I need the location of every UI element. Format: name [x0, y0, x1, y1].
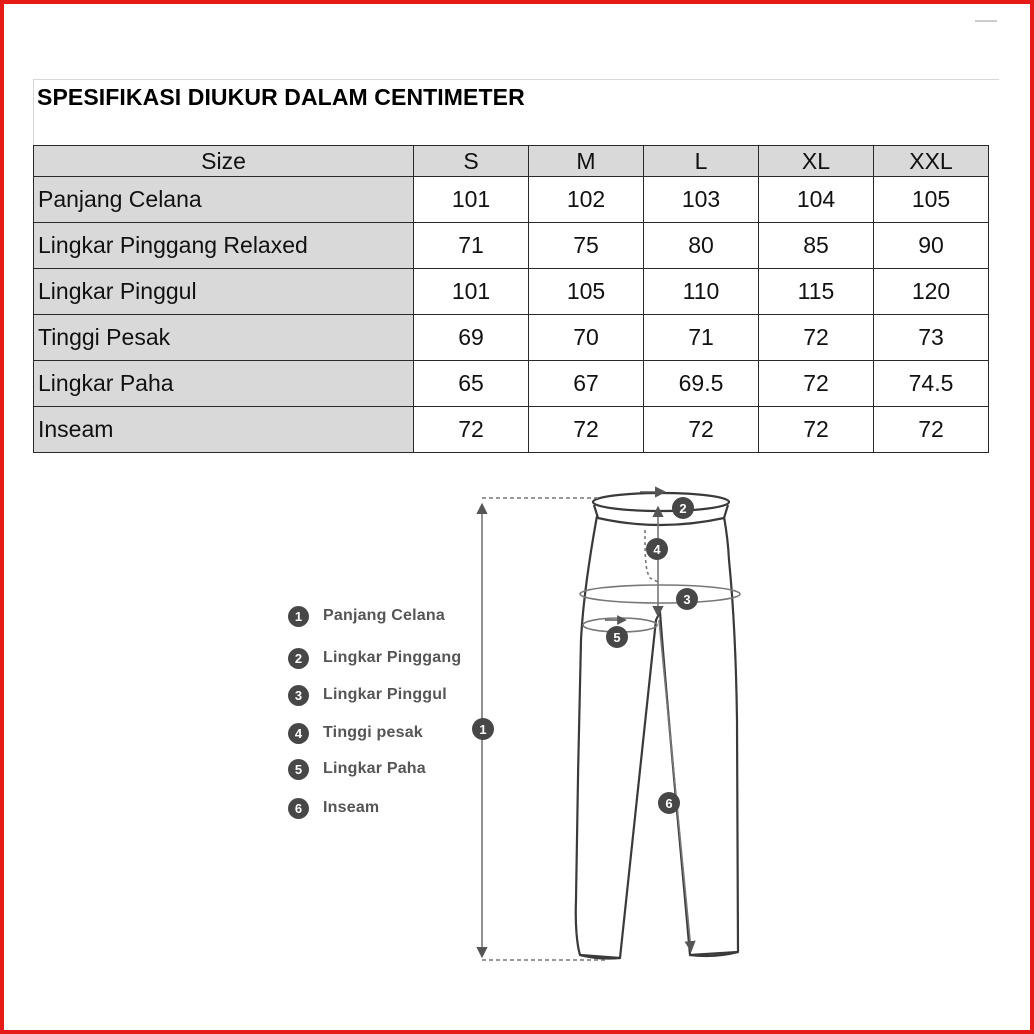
table-cell: 72: [759, 407, 874, 453]
marker-1-icon: [472, 718, 494, 740]
table-cell: 115: [759, 269, 874, 315]
table-cell: 80: [644, 223, 759, 269]
header-size-l: L: [644, 146, 759, 177]
row-label: Lingkar Pinggang Relaxed: [34, 223, 414, 269]
table-cell: 101: [414, 177, 529, 223]
header-size-label: Size: [34, 146, 414, 177]
marker-3-icon: [676, 588, 698, 610]
table-cell: 70: [529, 315, 644, 361]
table-cell: 65: [414, 361, 529, 407]
table-cell: 120: [874, 269, 989, 315]
row-label: Inseam: [34, 407, 414, 453]
header-size-xl: XL: [759, 146, 874, 177]
table-cell: 85: [759, 223, 874, 269]
table-cell: 90: [874, 223, 989, 269]
measure-hip: [580, 585, 740, 603]
marker-number: 3: [683, 592, 691, 607]
legend-number: 4: [288, 723, 309, 744]
row-label: Lingkar Paha: [34, 361, 414, 407]
marker-number: 2: [679, 501, 687, 516]
legend-number: 6: [288, 798, 309, 819]
header-size-s: S: [414, 146, 529, 177]
table-cell: 72: [529, 407, 644, 453]
marker-4-icon: [646, 538, 668, 560]
marker-2-icon: [672, 497, 694, 519]
marker-6-icon: [658, 792, 680, 814]
table-cell: 67: [529, 361, 644, 407]
table-cell: 71: [414, 223, 529, 269]
header-size-xxl: XXL: [874, 146, 989, 177]
table-cell: 110: [644, 269, 759, 315]
marker-5-icon: [606, 626, 628, 648]
table-cell: 105: [874, 177, 989, 223]
table-cell: 105: [529, 269, 644, 315]
legend-number: 3: [288, 685, 309, 706]
table-cell: 73: [874, 315, 989, 361]
table-cell: 104: [759, 177, 874, 223]
table-cell: 102: [529, 177, 644, 223]
legend-label: Lingkar Pinggang: [323, 649, 462, 666]
legend-label: Panjang Celana: [323, 607, 445, 624]
table-cell: 69.5: [644, 361, 759, 407]
table-cell: 72: [874, 407, 989, 453]
legend-label: Tinggi pesak: [323, 724, 423, 741]
marker-number: 6: [665, 796, 673, 811]
pants-outline: [576, 493, 738, 959]
table-cell: 74.5: [874, 361, 989, 407]
table-cell: 72: [759, 315, 874, 361]
legend-label: Lingkar Pinggul: [323, 686, 447, 703]
measure-inseam: [659, 620, 691, 950]
marker-number: 5: [613, 630, 621, 645]
table-cell: 72: [644, 407, 759, 453]
legend-number: 2: [288, 648, 309, 669]
legend-number: 1: [288, 606, 309, 627]
table-cell: 72: [414, 407, 529, 453]
spec-title: SPESIFIKASI DIUKUR DALAM CENTIMETER: [37, 84, 525, 110]
legend-label: Inseam: [323, 799, 380, 816]
table-cell: 101: [414, 269, 529, 315]
header-size-m: M: [529, 146, 644, 177]
table-cell: 71: [644, 315, 759, 361]
legend-number: 5: [288, 759, 309, 780]
measure-length: [482, 498, 605, 960]
row-label: Lingkar Pinggul: [34, 269, 414, 315]
table-cell: 69: [414, 315, 529, 361]
table-cell: 103: [644, 177, 759, 223]
row-label: Tinggi Pesak: [34, 315, 414, 361]
marker-number: 1: [479, 722, 487, 737]
waistband-top: [593, 493, 729, 511]
marker-number: 4: [653, 542, 661, 557]
legend-label: Lingkar Paha: [323, 760, 426, 777]
row-label: Panjang Celana: [34, 177, 414, 223]
table-cell: 75: [529, 223, 644, 269]
table-cell: 72: [759, 361, 874, 407]
